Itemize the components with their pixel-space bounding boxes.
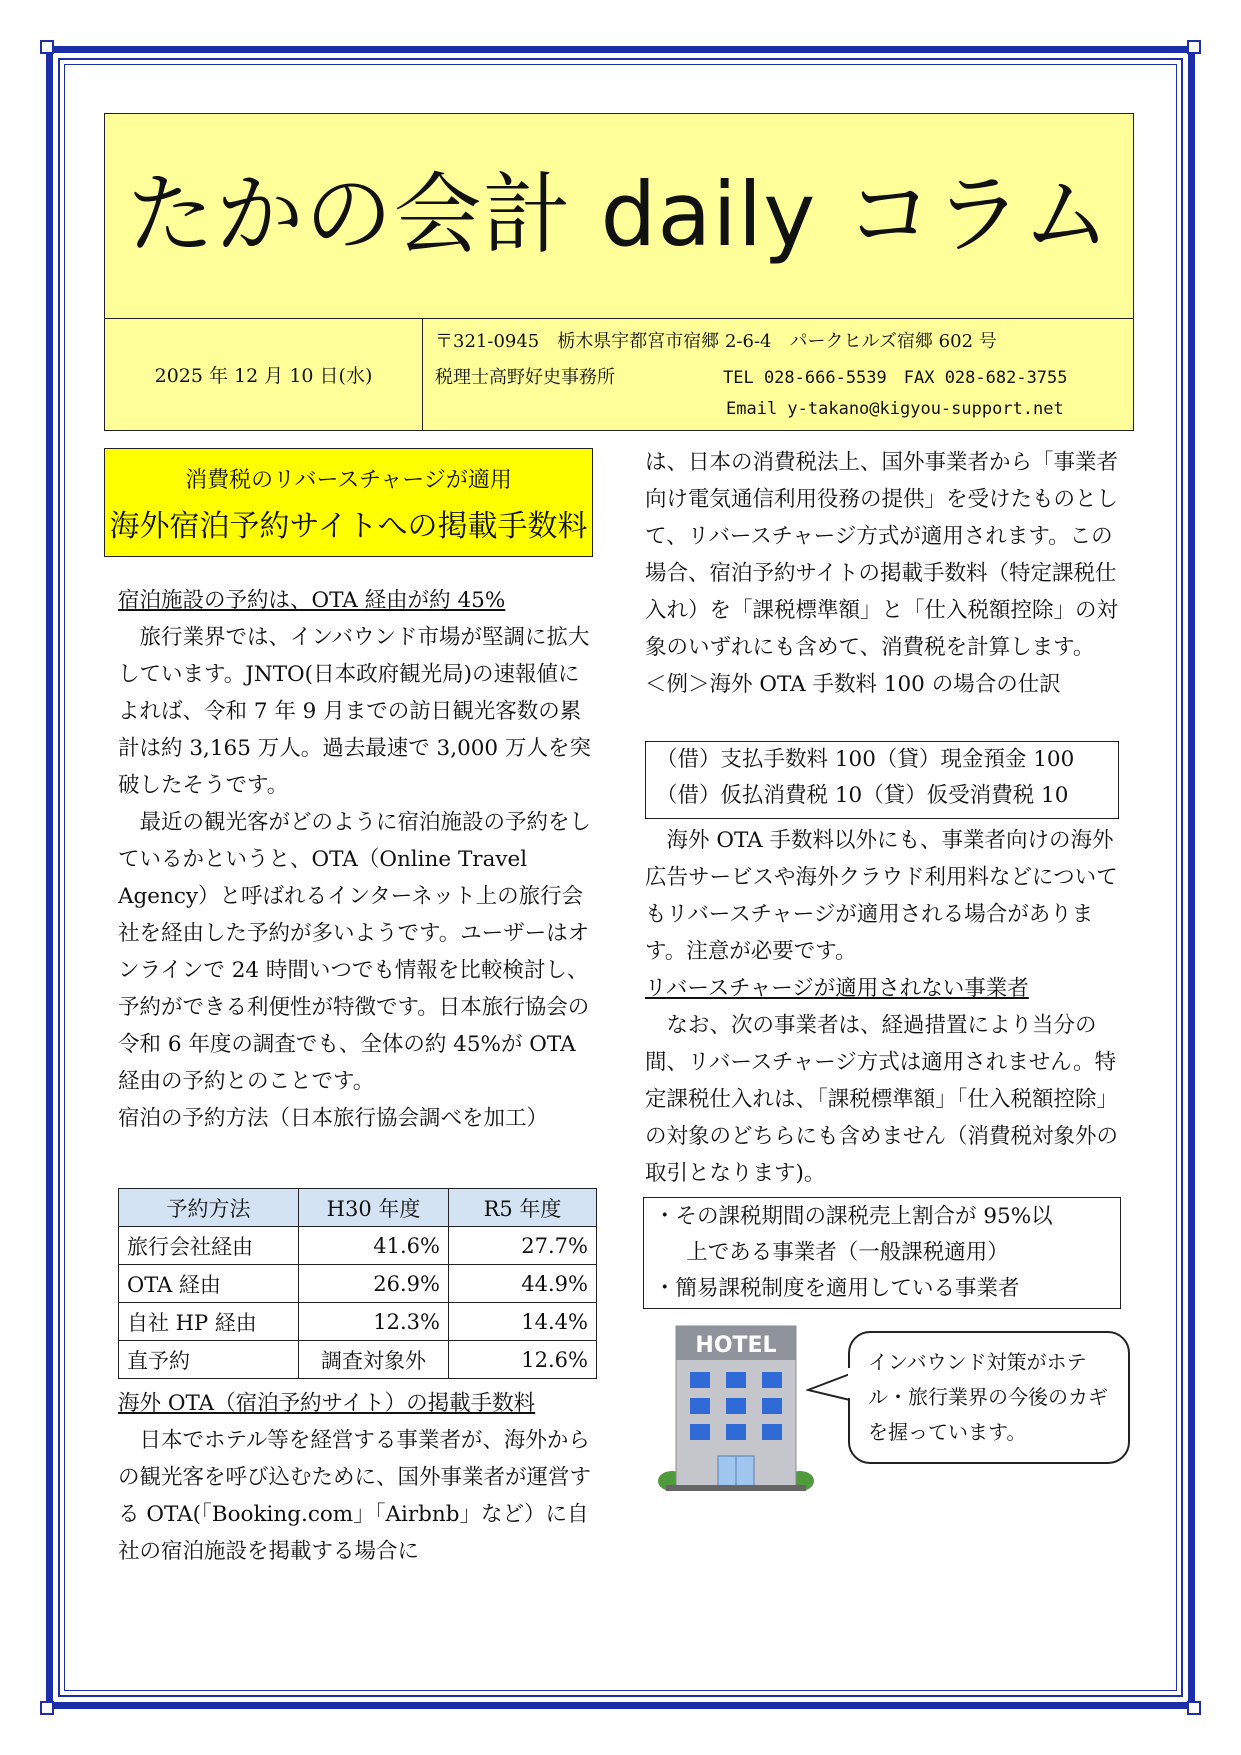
table-row — [119, 1341, 597, 1379]
table-cell: 14.4% — [449, 1303, 597, 1341]
section-heading-ota-share: 宿泊施設の予約は、OTA 経由が約 45% — [118, 588, 506, 613]
journal-line: （借）仮払消費税 10（貸）仮受消費税 10 — [656, 783, 1069, 808]
email[interactable]: Email y-takano@kigyou-support.net — [726, 399, 1064, 419]
journal-line: （借）支払手数料 100（貸）現金預金 100 — [656, 747, 1075, 772]
table-row — [119, 1265, 597, 1303]
table-cell: 44.9% — [449, 1265, 597, 1303]
office-name: 税理士高野好史事務所 — [435, 367, 615, 388]
issue-date — [105, 319, 423, 430]
paragraph-ota: 最近の観光客がどのように宿泊施設の予約をしているかというと、OTA（Online Travel Agency）と呼ばれるインターネット上の旅行会社を経由した予約が多いようです。ユーザーはオンラインで 24 時間いつでも情報を比較検討し、予約ができる利便性が特徴です。日本旅行協会の令和 6 年度の調査でも、全体の約 45%が OTA 経由の予約とのことです。 — [118, 810, 592, 1094]
date-text: 2025 年 12 月 10 日(水) — [154, 365, 373, 387]
bubble-tail-mask — [848, 1368, 854, 1398]
section-heading-exempt: リバースチャージが適用されない事業者 — [645, 976, 1029, 1001]
booking-method-table — [118, 1188, 597, 1379]
column-header: R5 年度 — [449, 1189, 597, 1227]
contact-info — [423, 319, 1133, 430]
address: 〒321-0945 栃木県宇都宮市宿郷 2-6-4 パークヒルズ宿郷 602 号 — [435, 331, 997, 352]
column-header: H30 年度 — [299, 1189, 449, 1227]
hotel-sign: HOTEL — [695, 1333, 777, 1358]
list-item: ・その課税期間の課税売上割合が 95%以 — [654, 1204, 1053, 1229]
headline-box — [104, 448, 593, 557]
table-cell: 調査対象外 — [299, 1341, 449, 1379]
title-area — [105, 114, 1133, 319]
border-corner — [40, 1701, 54, 1715]
list-item: ・簡易課税制度を適用している事業者 — [654, 1276, 1020, 1301]
tel-fax: TEL 028-666-5539 FAX 028-682-3755 — [723, 368, 1068, 388]
column-header: 予約方法 — [119, 1189, 299, 1227]
table-header-row — [119, 1189, 597, 1227]
table-row — [119, 1227, 597, 1265]
example-caption: ＜例＞海外 OTA 手数料 100 の場合の仕訳 — [645, 672, 1061, 697]
window-icons — [690, 1372, 782, 1440]
paragraph-ota-fee: 日本でホテル等を経営する事業者が、海外からの観光客を呼び込むために、国外事業者が運営する OTA(「Booking.com」「Airbnb」など）に自社の宿泊施設を掲載する場合に — [118, 1428, 592, 1564]
paragraph-other-services: 海外 OTA 手数料以外にも、事業者向けの海外広告サービスや海外クラウド利用料などについてもリバースチャージが適用される場合があります。注意が必要です。 — [645, 828, 1118, 964]
right-column-middle — [645, 822, 1125, 1192]
paragraph-reverse-charge: は、日本の消費税法上、国外事業者から「事業者向け電気通信利用役務の提供」を受けたものとして、リバースチャージ方式が適用されます。この場合、宿泊予約サイトの掲載手数料（特定課税仕入れ）を「課税標準額」と「仕入税額控除」の対象のいずれにも含めて、消費税を計算します。 — [645, 450, 1119, 660]
table-cell: 12.3% — [299, 1303, 449, 1341]
right-column — [645, 444, 1125, 703]
table-cell: 27.7% — [449, 1227, 597, 1265]
border-corner — [40, 40, 54, 54]
headline-main: 海外宿泊予約サイトへの掲載手数料 — [109, 509, 588, 544]
border-corner — [1187, 40, 1201, 54]
journal-entry-box — [645, 741, 1119, 819]
table-cell: 旅行会社経由 — [119, 1227, 299, 1265]
bubble-tail-icon — [806, 1368, 852, 1408]
bubble-text: インバウンド対策がホテル・旅行業界の今後のカギを握っています。 — [868, 1350, 1108, 1444]
border-corner — [1187, 1701, 1201, 1715]
table-cell: OTA 経由 — [119, 1265, 299, 1303]
masthead — [104, 113, 1134, 431]
left-column — [118, 582, 597, 1137]
exempt-list-box — [643, 1197, 1121, 1309]
headline-sub: 消費税のリバースチャージが適用 — [185, 468, 512, 493]
table-cell: 26.9% — [299, 1265, 449, 1303]
ground — [666, 1485, 806, 1491]
list-item: 上である事業者（一般課税適用） — [686, 1240, 1009, 1265]
table-row — [119, 1303, 597, 1341]
section-heading-ota-fee: 海外 OTA（宿泊予約サイト）の掲載手数料 — [118, 1391, 536, 1416]
table-cell: 41.6% — [299, 1227, 449, 1265]
hotel-illustration — [656, 1318, 816, 1498]
table-cell: 自社 HP 経由 — [119, 1303, 299, 1341]
left-column-bottom — [118, 1385, 597, 1570]
paragraph-exempt: なお、次の事業者は、経過措置により当分の間、リバースチャージ方式は適用されません。特定課税仕入れは、「課税標準額」「仕入税額控除」の対象のどちらにも含めません（消費税対象外の取引となります)。 — [645, 1013, 1119, 1186]
speech-bubble — [848, 1331, 1130, 1464]
page-title: たかの会計 daily コラム — [126, 163, 1112, 266]
table-caption: 宿泊の予約方法（日本旅行協会調べを加工） — [118, 1106, 549, 1131]
table-cell: 直予約 — [119, 1341, 299, 1379]
table-cell: 12.6% — [449, 1341, 597, 1379]
paragraph-inbound: 旅行業界では、インバウンド市場が堅調に拡大しています。JNTO(日本政府観光局)の速報値によれば、令和 7 年 9 月までの訪日観光客数の累計は約 3,165 万人。過去最速で 3,000 万人を突破したそうです。 — [118, 625, 591, 798]
